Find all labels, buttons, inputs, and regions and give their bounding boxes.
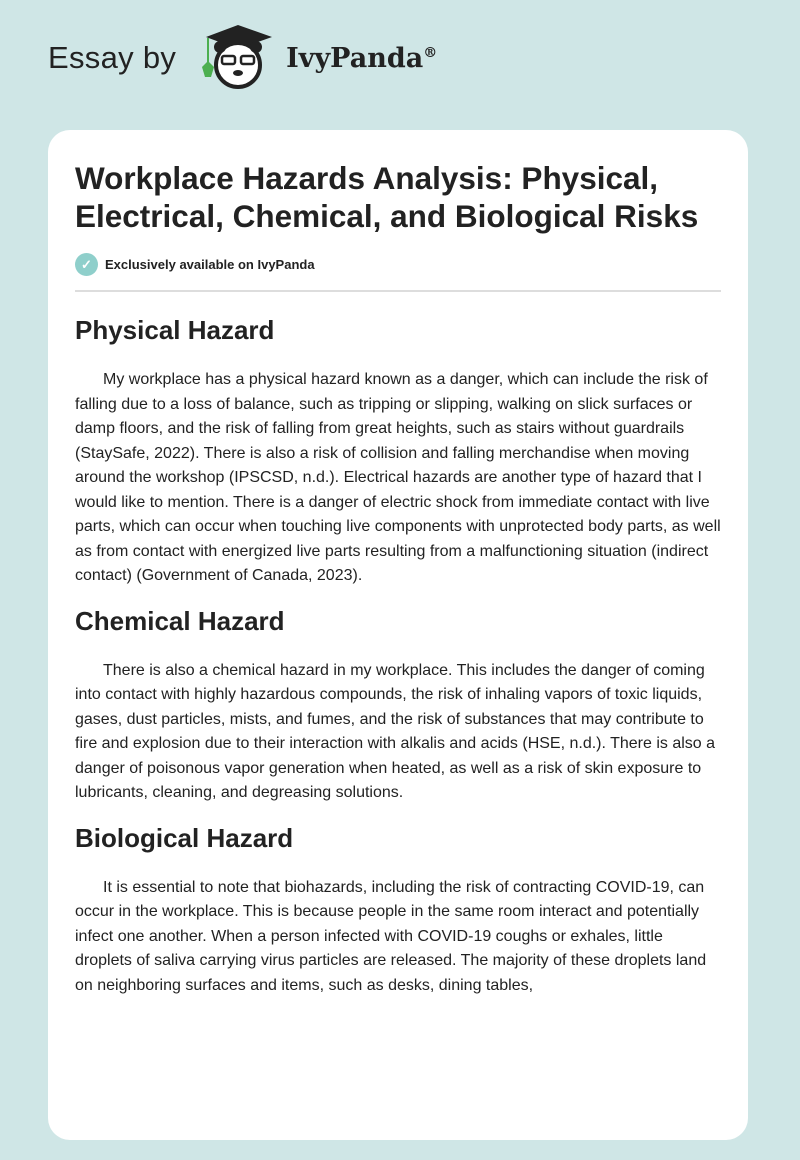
page-title: Workplace Hazards Analysis: Physical, Electrical, Chemical, and Biological Risks <box>75 160 699 234</box>
essay-by-label: Essay by <box>48 40 177 75</box>
divider <box>75 290 721 292</box>
site-header <box>48 28 437 88</box>
essay-card <box>48 130 748 1140</box>
section-heading: Chemical Hazard <box>75 605 285 636</box>
exclusive-label: Exclusively available on IvyPanda <box>105 257 315 272</box>
section-heading: Physical Hazard <box>75 315 275 345</box>
section-paragraph: It is essential to note that biohazards, including the risk of contracting COVID-19, can occur in the workplace. This is because people in the same room interact and potentially infect one another. When a person infected with COVID-19 coughs or exhales, little droplets of saliva carrying virus particles are released. The majority of these droplets land on neighboring surfaces and items, such as desks, dining tables, <box>75 878 707 994</box>
section-paragraph: There is also a chemical hazard in my workplace. This includes the danger of coming into contact with highly hazardous compounds, the risk of inhaling vapors of toxic liquids, gases, dust particles, mists, and fumes, and the risk of substances that may contribute to fire and explosion due to their interaction with alkalis and acids (HSE, n.d.). There is also a danger of poisonous vapor generation when heated, as well as a risk of skin exposure to lubricants, cleaning, and degreasing solutions. <box>75 661 716 801</box>
section-paragraph: My workplace has a physical hazard known as a danger, which can include the risk of falling due to a loss of balance, such as tripping or slipping, walking on slick surfaces or damp floors, and the risk of falling from great heights, such as stairs without guardrails (StaySafe, 2022). There is also a risk of collision and falling merchandise when moving around the workshop (IPSCSD, n.d.). Electrical hazards are another type of hazard that I would like to mention. There is a danger of electric shock from immediate contact with live parts, which can occur when touching live components with unprotected body parts, as well as from contact with energized live parts resulting from a malfunctioning situation (indirect contact) (Government of Canada, 2023). <box>75 371 721 584</box>
section-heading: Biological Hazard <box>75 822 294 853</box>
brand-name[interactable]: IvyPanda® <box>286 42 438 74</box>
exclusive-badge <box>75 253 721 276</box>
ivypanda-panda-logo-icon <box>194 23 278 93</box>
check-icon: ✓ <box>75 253 98 276</box>
